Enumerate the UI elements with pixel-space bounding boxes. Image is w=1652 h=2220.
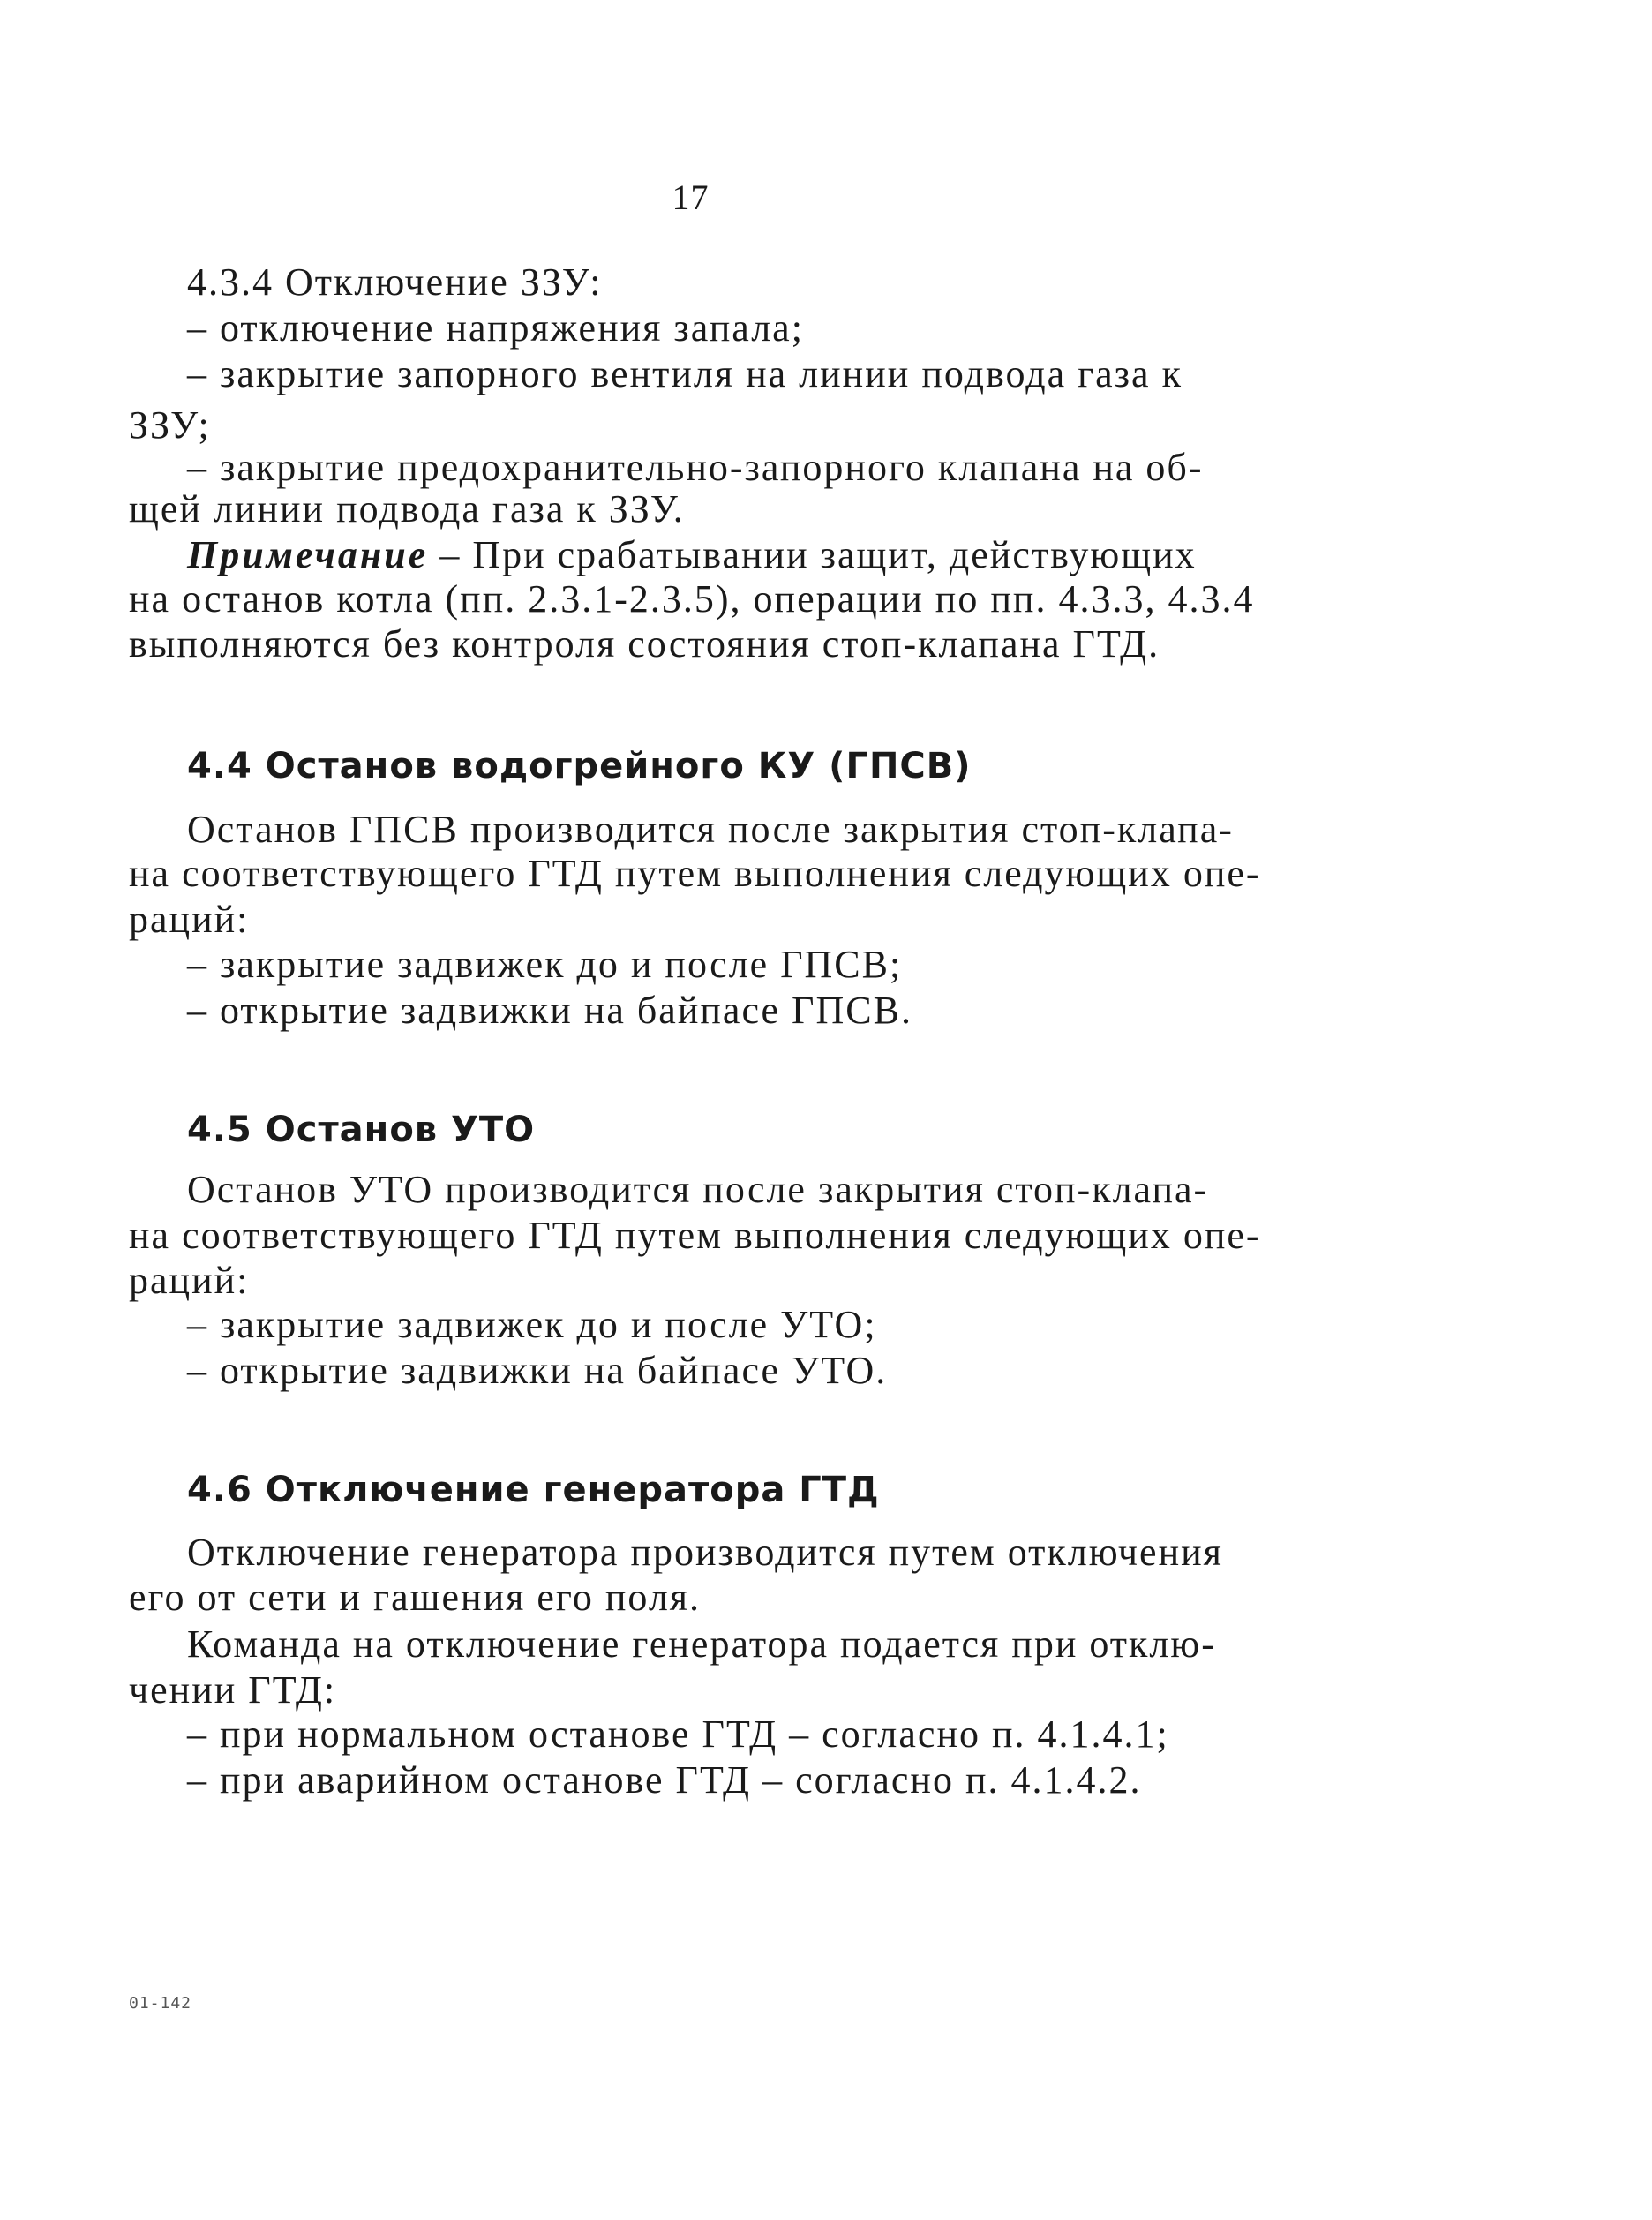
paragraph-line: раций: bbox=[129, 1259, 250, 1302]
paragraph-line: на соответствующего ГТД путем выполнения следующих опе- bbox=[129, 852, 1261, 895]
list-item: – закрытие задвижек до и после ГПСВ; bbox=[187, 943, 903, 986]
note-label: Примечание bbox=[187, 533, 429, 576]
subsection-title-434: 4.3.4 Отключение ЗЗУ: bbox=[187, 260, 603, 304]
paragraph-line: Останов УТО производится после закрытия стоп-клапа- bbox=[187, 1168, 1209, 1211]
list-item: – открытие задвижки на байпасе УТО. bbox=[187, 1349, 888, 1392]
paragraph-line: Команда на отключение генератора подается при отклю- bbox=[187, 1622, 1216, 1666]
list-item bbox=[187, 352, 1271, 395]
section-heading-45: 4.5 Останов УТО bbox=[187, 1110, 536, 1150]
footer-code: 01-142 bbox=[129, 1994, 192, 2013]
list-item: – при нормальном останове ГТД – согласно п. 4.1.4.1; bbox=[187, 1712, 1169, 1756]
list-item-continuation: щей линии подвода газа к ЗЗУ. bbox=[129, 487, 685, 531]
list-item: – отключение напряжения запала; bbox=[187, 306, 804, 350]
list-item: – закрытие задвижек до и после УТО; bbox=[187, 1303, 877, 1346]
note-text: – При срабатывании защит, действующих bbox=[428, 533, 1197, 576]
paragraph-line: на соответствующего ГТД путем выполнения следующих опе- bbox=[129, 1214, 1261, 1257]
paragraph-line: его от сети и гашения его поля. bbox=[129, 1576, 702, 1619]
note-line: на останов котла (пп. 2.3.1-2.3.5), операции по пп. 4.3.3, 4.3.4 bbox=[129, 577, 1255, 621]
list-item: – закрытие предохранительно-запорного клапана на об- bbox=[187, 446, 1204, 489]
paragraph-line: чении ГТД: bbox=[129, 1668, 337, 1712]
list-item-text: – закрытие запорного вентиля на линии подвода газа к bbox=[187, 352, 1183, 395]
list-item: – открытие задвижки на байпасе ГПСВ. bbox=[187, 989, 912, 1032]
paragraph-line: раций: bbox=[129, 898, 250, 941]
page-number: 17 bbox=[672, 177, 710, 217]
paragraph-line: Останов ГПСВ производится после закрытия стоп-клапа- bbox=[187, 808, 1234, 851]
paragraph-line: Отключение генератора производится путем отключения bbox=[187, 1531, 1223, 1574]
list-item-continuation: ЗЗУ; bbox=[129, 403, 211, 447]
section-heading-44: 4.4 Останов водогрейного КУ (ГПСВ) bbox=[187, 746, 972, 786]
note-line: выполняются без контроля состояния стоп-клапана ГТД. bbox=[129, 622, 1160, 666]
note-line bbox=[187, 533, 1197, 576]
list-item: – при аварийном останове ГТД – согласно п. 4.1.4.2. bbox=[187, 1758, 1142, 1802]
section-heading-46: 4.6 Отключение генератора ГТД bbox=[187, 1470, 880, 1510]
